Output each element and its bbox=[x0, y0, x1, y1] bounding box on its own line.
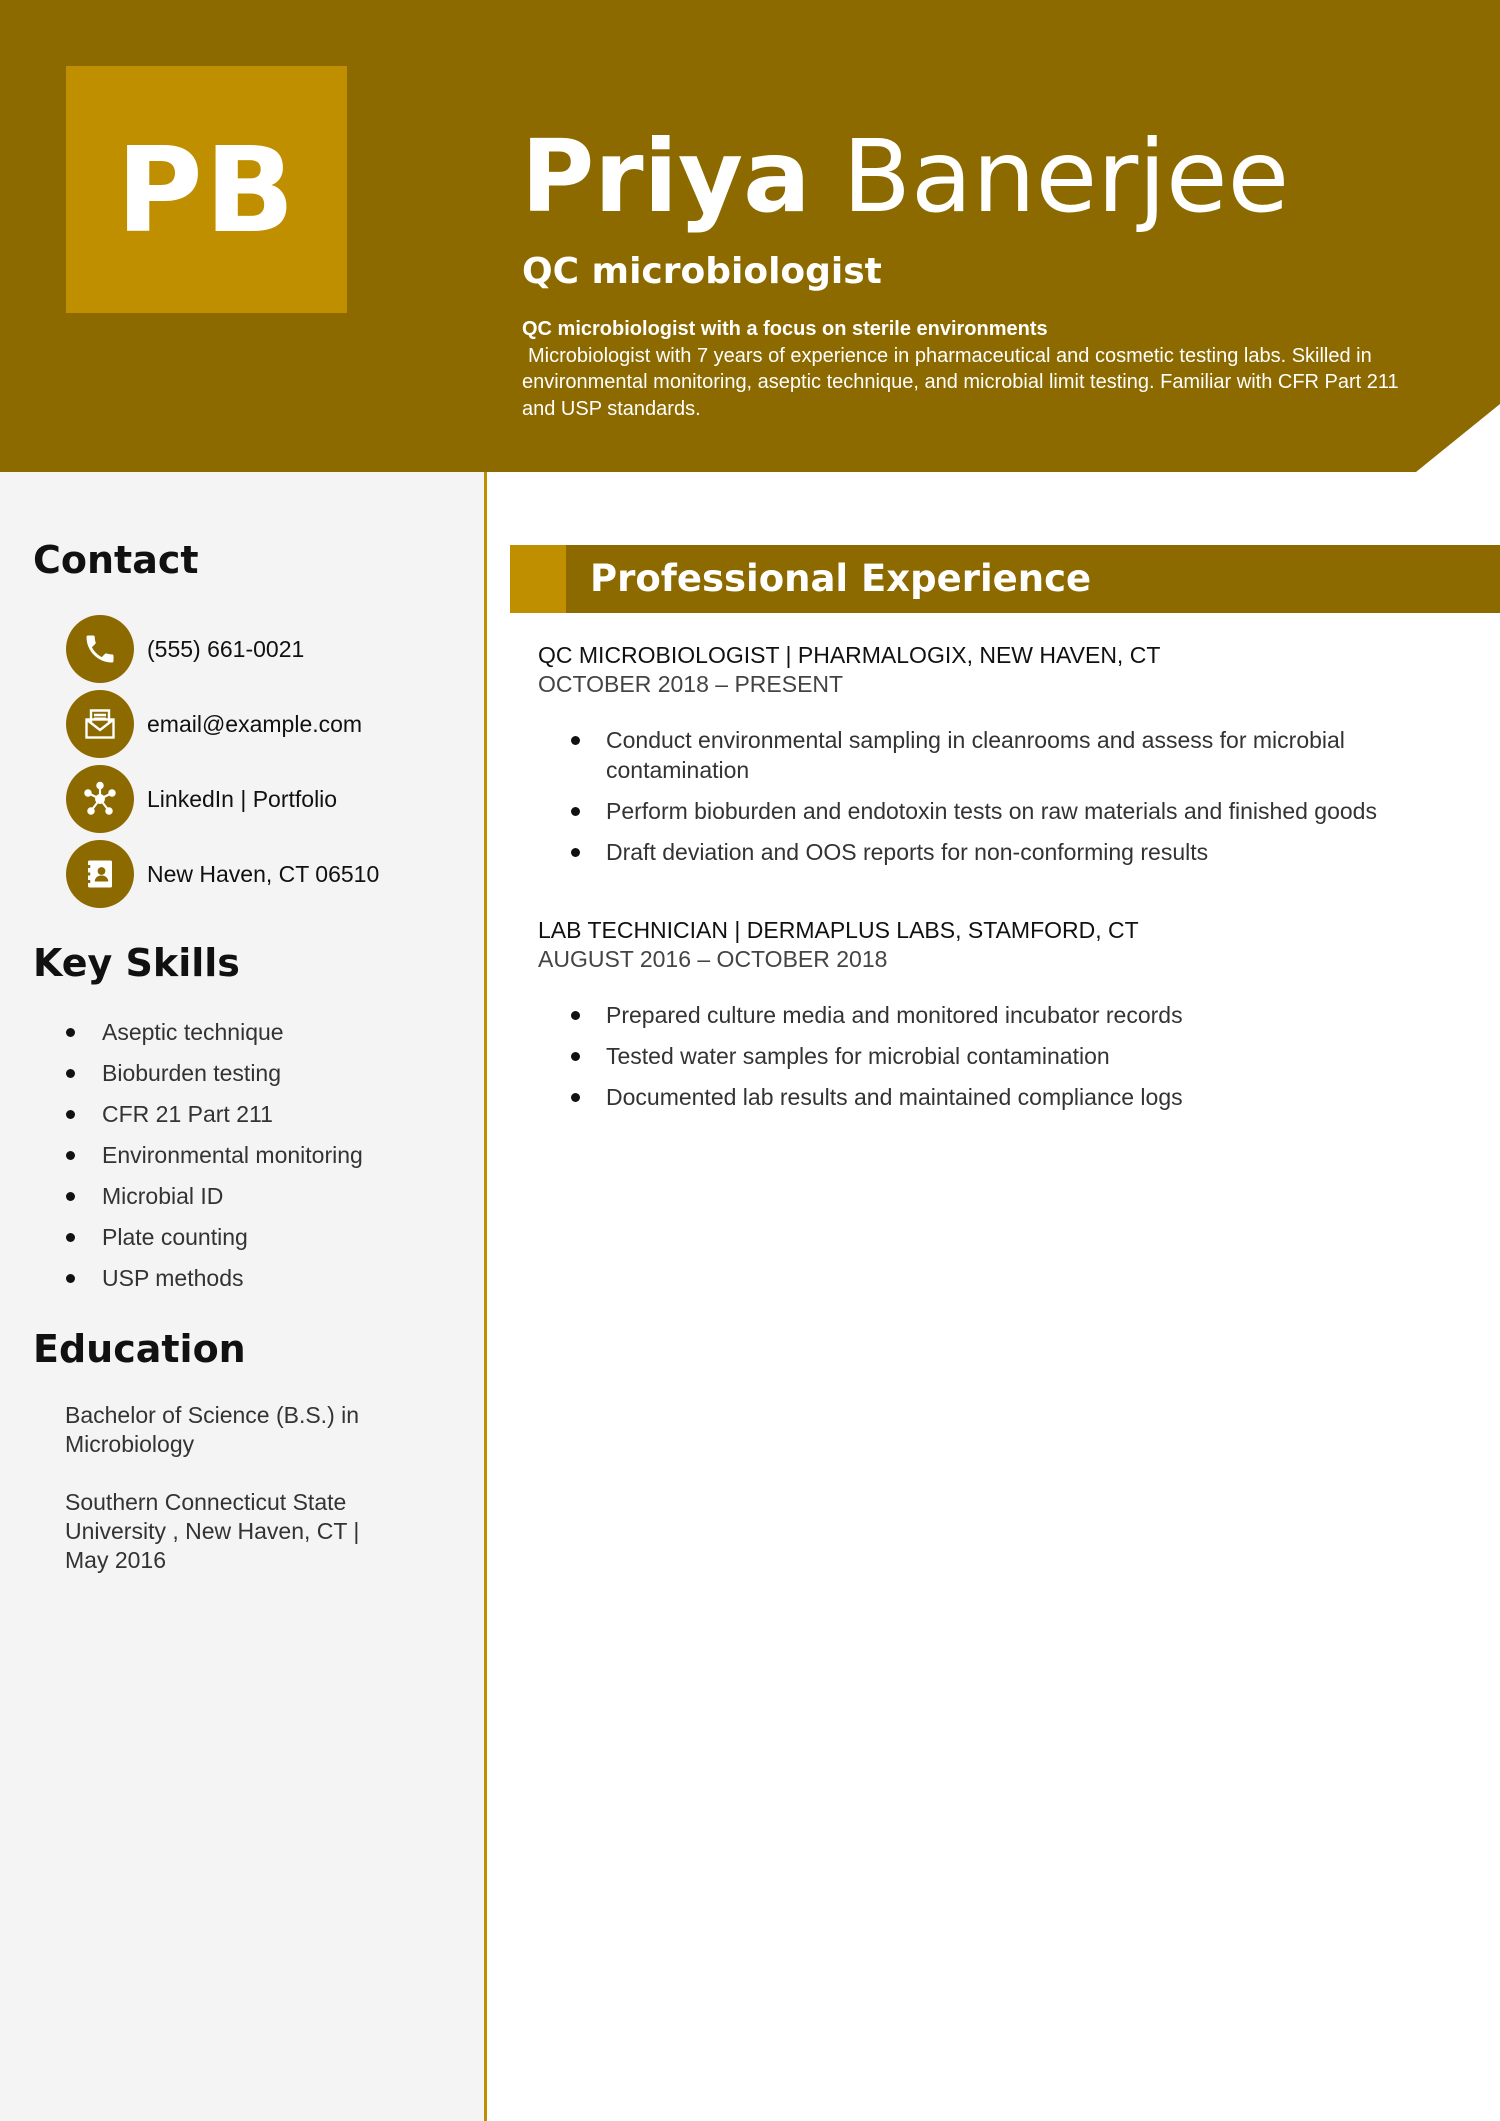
skill-item: Microbial ID bbox=[66, 1176, 363, 1217]
job-title-employer: LAB TECHNICIAN | DERMAPLUS LABS, STAMFORD, CT bbox=[538, 917, 1139, 943]
envelope-icon bbox=[66, 690, 134, 758]
header-banner bbox=[0, 0, 1500, 472]
section-accent-block bbox=[510, 545, 566, 613]
contact-phone-text: (555) 661-0021 bbox=[147, 635, 305, 662]
profile-summary bbox=[522, 316, 1422, 422]
contact-links-text: LinkedIn | Portfolio bbox=[147, 785, 338, 812]
contact-email[interactable] bbox=[66, 690, 362, 758]
skills-heading: Key Skills bbox=[33, 941, 240, 985]
experience-section-header bbox=[510, 545, 1500, 613]
job-title-employer: QC MICROBIOLOGIST | PHARMALOGIX, NEW HAVEN, CT bbox=[538, 642, 1161, 668]
job-bullet: Tested water samples for microbial contamination bbox=[538, 1041, 1438, 1071]
candidate-name bbox=[521, 112, 1289, 242]
job-bullet: Prepared culture media and monitored incubator records bbox=[538, 1000, 1438, 1030]
skill-item: Aseptic technique bbox=[66, 1012, 363, 1053]
job-bullets bbox=[538, 725, 1438, 867]
job-bullet: Conduct environmental sampling in cleanrooms and assess for microbial contamination bbox=[538, 725, 1438, 785]
summary-heading: QC microbiologist with a focus on sterile environments bbox=[522, 318, 1048, 340]
education-heading: Education bbox=[33, 1327, 246, 1371]
contact-address[interactable] bbox=[66, 840, 379, 908]
job-dates: AUGUST 2016 – OCTOBER 2018 bbox=[538, 946, 888, 972]
network-icon bbox=[66, 765, 134, 833]
summary-text: Microbiologist with 7 years of experience in pharmaceutical and cosmetic testing labs. Skilled in environmental monitoring, aseptic technique, and microbial limit testing. Familiar with CFR Part 211 and USP standards. bbox=[522, 344, 1399, 420]
contact-links[interactable] bbox=[66, 765, 337, 833]
job-entry bbox=[538, 641, 1438, 878]
header-corner-cut bbox=[1416, 404, 1500, 472]
job-bullets bbox=[538, 1000, 1438, 1112]
skill-item: Bioburden testing bbox=[66, 1053, 363, 1094]
skill-item: CFR 21 Part 211 bbox=[66, 1094, 363, 1135]
skill-item: Plate counting bbox=[66, 1217, 363, 1258]
contact-address-text: New Haven, CT 06510 bbox=[147, 860, 380, 887]
skills-list bbox=[66, 1012, 363, 1299]
last-name: Banerjee bbox=[842, 118, 1290, 235]
job-bullet: Draft deviation and OOS reports for non-conforming results bbox=[538, 837, 1438, 867]
contact-heading: Contact bbox=[33, 538, 199, 582]
experience-heading: Professional Experience bbox=[590, 557, 1092, 600]
job-dates: OCTOBER 2018 – PRESENT bbox=[538, 671, 844, 697]
skill-item: Environmental monitoring bbox=[66, 1135, 363, 1176]
job-bullet: Perform bioburden and endotoxin tests on raw materials and finished goods bbox=[538, 796, 1438, 826]
phone-icon bbox=[66, 615, 134, 683]
contact-phone[interactable] bbox=[66, 615, 304, 683]
job-title: QC microbiologist bbox=[522, 251, 882, 292]
education-degree: Bachelor of Science (B.S.) in Microbiology bbox=[65, 1402, 360, 1457]
first-name: Priya bbox=[521, 118, 811, 235]
skill-item: USP methods bbox=[66, 1258, 363, 1299]
address-book-icon bbox=[66, 840, 134, 908]
monogram-badge: PB bbox=[66, 66, 347, 313]
job-entry bbox=[538, 916, 1438, 1123]
education-school: Southern Connecticut State University , New Haven, CT | May 2016 bbox=[65, 1489, 360, 1573]
job-bullet: Documented lab results and maintained compliance logs bbox=[538, 1082, 1438, 1112]
contact-email-text: email@example.com bbox=[147, 710, 363, 737]
